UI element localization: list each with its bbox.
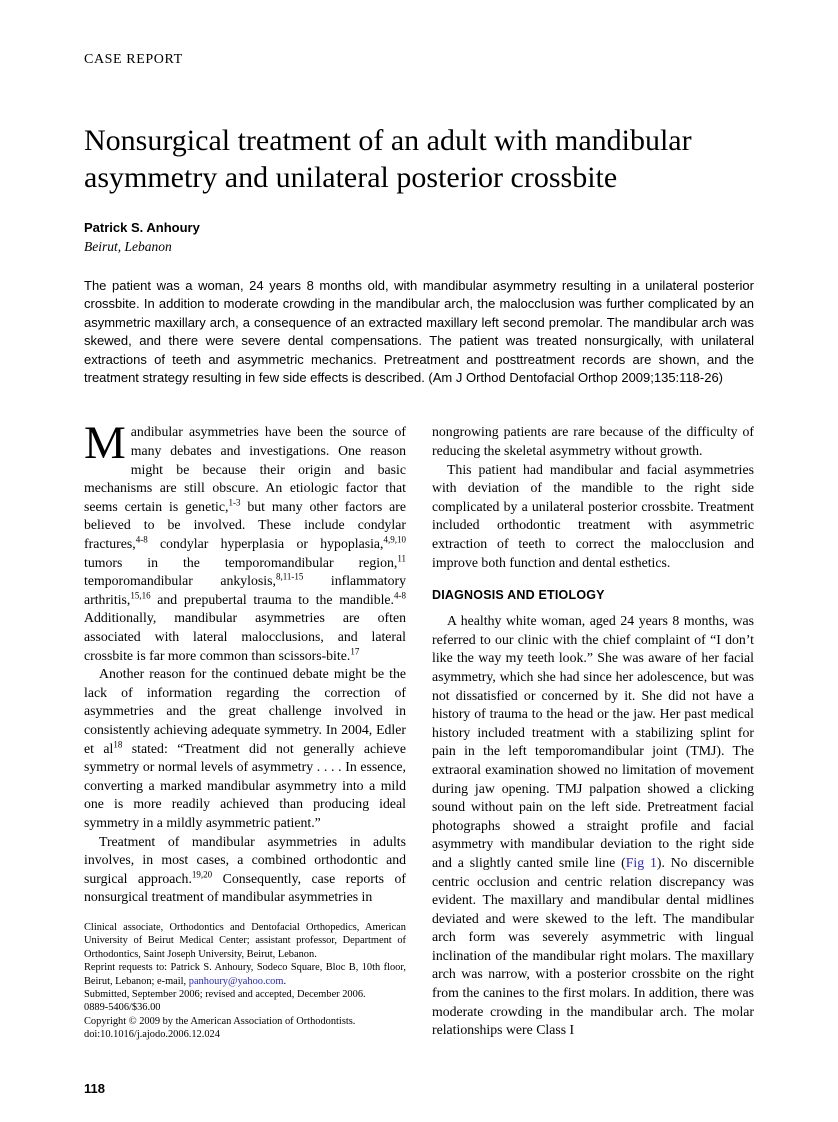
section-label: CASE REPORT <box>84 52 183 67</box>
footnote-copyright <box>84 1015 406 1028</box>
paragraph <box>432 461 754 573</box>
reference-superscript: 18 <box>113 738 123 749</box>
footnote-affiliation <box>84 921 406 961</box>
two-column-body <box>84 417 754 1041</box>
reference-superscript: 11 <box>397 553 406 563</box>
paragraph-text: Treatment of mandibular asymmetries in adults involves, in most cases, a combined orthodontic and surgical approach.$^{19,20}$ Consequently, case reports of nonsurgical treatment of mandibular asymmetries in <box>84 833 406 905</box>
page-number: 118 <box>84 1081 105 1096</box>
right-column <box>432 423 754 1041</box>
footnote-issn-price <box>84 1001 406 1014</box>
section-heading-diagnosis: DIAGNOSIS AND ETIOLOGY <box>432 588 605 603</box>
footnote-text: 0889-5406/$36.00 <box>84 1002 161 1014</box>
paragraph-text: This patient had mandibular and facial asymmetries with deviation of the mandible to the right side complicated by a unilateral posterior crossbite. Treatment included orthodontic treatment with asymmetric extraction of teeth to correct the malocclusion and improve both function and dental esthetics. <box>432 461 754 570</box>
reference-superscript: 19,20 <box>191 869 213 880</box>
paragraph <box>432 612 754 1040</box>
article-title: Nonsurgical treatment of an adult with mandibular asymmetry and unilateral posterior crossbite <box>84 124 692 194</box>
paragraph-text: Another reason for the continued debate might be the lack of information regarding the correction of asymmetries and the great challenge involved in consistently achieving adequate symmetry. In 2004, Edler et al$^{18}$ stated: “Treatment did not generally achieve symmetry or normal levels of asymmetry . . . . In essence, converting a marked mandibular asymmetry into a mild one is more readily achieved than producing ideal symmetry in a mildly asymmetric patient.” <box>84 666 406 830</box>
reference-superscript: 4-8 <box>394 590 406 601</box>
footnote-text: Reprint requests to: Patrick S. Anhoury, Sodeco Square, Bloc B, 10th floor, Beirut, Lebanon; e-mail, panhoury@yahoo.com. <box>84 962 406 987</box>
dropcap: M <box>84 417 126 470</box>
paragraph-text: nongrowing patients are rare because of the difficulty of reducing the skeletal asymmetry without growth. <box>432 424 754 459</box>
reference-superscript: 4-8 <box>135 534 148 545</box>
footnote-text: Submitted, September 2006; revised and accepted, December 2006. <box>84 988 366 1000</box>
inline-link[interactable]: panhoury@yahoo.com <box>188 975 284 987</box>
abstract-text: The patient was a woman, 24 years 8 months old, with mandibular asymmetry resulting in a unilateral posterior crossbite. In addition to moderate crowding in the mandibular arch, the malocclusion was further complicated by an asymmetric maxillary arch, a consequence of an extracted maxillary left second premolar. The mandibular arch was skewed, and there were severe dental compensations. The patient was treated nonsurgically, with unilateral extractions of teeth and asymmetric mechanics. Pretreatment and posttreatment records are shown, and the treatment strategy resulting in few side effects is described. (Am J Orthod Dentofacial Orthop 2009;135:118-26) <box>84 278 754 386</box>
left-column <box>84 417 406 1041</box>
paragraph-text: A healthy white woman, aged 24 years 8 months, was referred to our clinic with the chief complaint of “I don’t like the way my teeth look.” She was aware of her facial asymmetry, which she had since her adolescence, but was not dissatisfied or concerned by it. She did not have a history of trauma to the head or the jaw. Her past medical history included treatment with a stabilizing splint for pain in the left temporomandibular joint (TMJ). The extraoral examination showed no limitation of movement during jaw opening. TMJ palpation showed a clicking sound without pain on the left side. Pretreatment facial photographs showed a straight profile and facial asymmetry with mandibular deviation to the right side and a slightly canted smile line (Fig 1). No discernible centric occlusion and centric relation discrepancy was evident. The maxillary and mandibular dental midlines deviated and were skewed to the left. The mandibular arch form was severely asymmetric with lingual inclination of the mandibular right molars. The maxillary arch was narrow, with a posterior crossbite on the right from the canines to the first molars. In addition, there was moderate crowding in the mandibular arch. The molar relationships were Class I <box>432 613 754 1038</box>
footnote-submission-dates <box>84 988 406 1001</box>
reference-superscript: 4,9,10 <box>383 534 406 545</box>
paragraph <box>84 833 406 907</box>
paragraph <box>432 423 754 460</box>
reference-superscript: 8,11-15 <box>275 571 304 582</box>
reference-superscript: 15,16 <box>130 590 151 601</box>
footnote-text: Copyright © 2009 by the American Association of Orthodontists. <box>84 1015 356 1027</box>
inline-link[interactable]: Fig 1 <box>625 854 657 870</box>
footnote-reprint-requests <box>84 961 406 988</box>
reference-superscript: 1-3 <box>228 497 241 508</box>
paragraph <box>84 665 406 832</box>
author-location: Beirut, Lebanon <box>84 239 172 254</box>
reference-superscript: 17 <box>350 645 360 656</box>
footnote-doi <box>84 1028 406 1041</box>
paragraph <box>84 417 406 665</box>
paragraph-text: andibular asymmetries have been the source of many debates and investigations. One reason might be because their origin and basic mechanisms are still obscure. An etiologic factor that seems certain is genetic,$^{1-3}$ but many other factors are believed to be involved. These include condylar fractures,$^{4-8}$ condylar hyperplasia or hypoplasia,$^{4,9,10}$ tumors in the temporomandibular region,$^{11}$ temporomandibular ankylosis,$^{8,11-15}$ inflammatory arthritis,$^{15,16}$ and prepubertal trauma to the mandible.$^{4-8}$ Additionally, mandibular asymmetries are often associated with lateral malocclusions, and lateral crossbite is far more common than scissors-bite.$^{17}$ <box>84 424 406 663</box>
author-name: Patrick S. Anhoury <box>84 220 200 235</box>
footnote-block <box>84 921 406 1042</box>
footnote-text: doi:10.1016/j.ajodo.2006.12.024 <box>84 1029 220 1041</box>
footnote-text: Clinical associate, Orthodontics and Dentofacial Orthopedics, American University of Beirut Medical Center; assistant professor, Department of Orthodontics, Saint Joseph University, Beirut, Lebanon. <box>84 921 406 960</box>
